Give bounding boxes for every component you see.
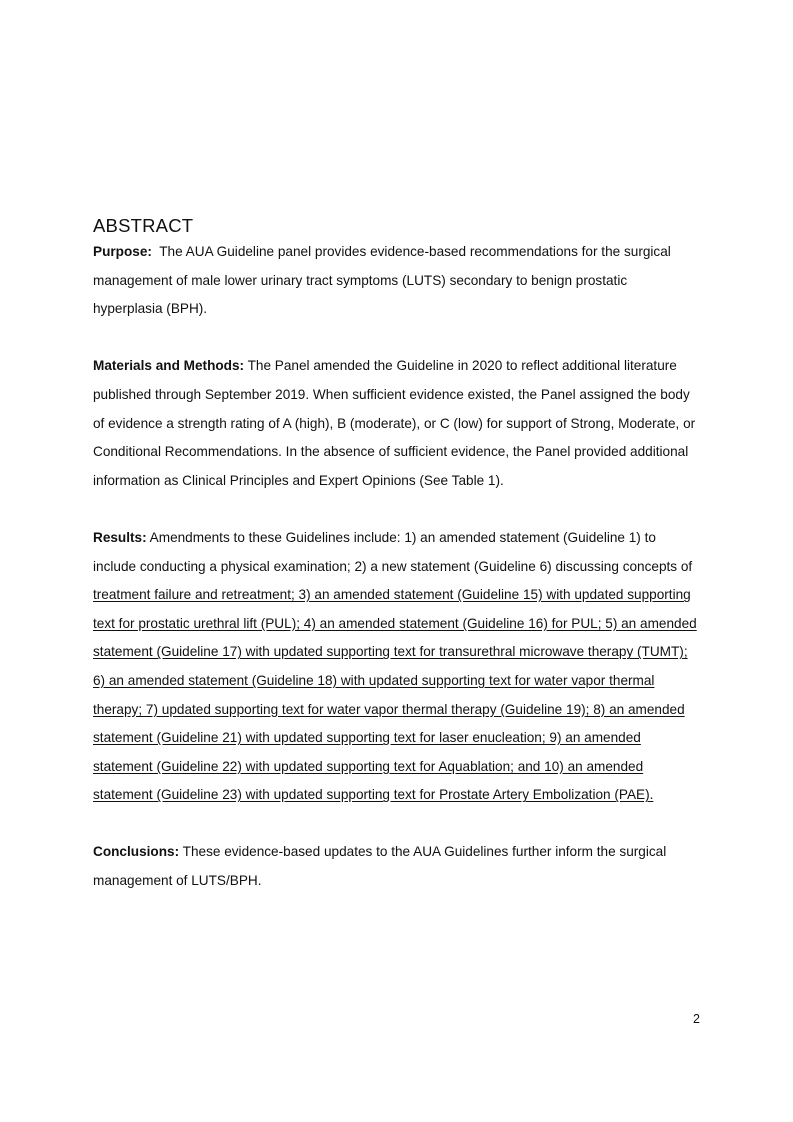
- purpose-label: Purpose:: [93, 244, 152, 259]
- conclusions-label: Conclusions:: [93, 844, 180, 860]
- methods-text: The Panel amended the Guideline in 2020 to reflect additional literature published through September 2019. When sufficient evidence existed, the Panel assigned the body of evidence a strength rating of A (high), B (moderate), or C (low) for support of Strong, Moderate, or Conditional Recommendations. In the absence of sufficient evidence, the Panel provided additional information as Clinical Principles and Expert Opinions (See Table 1).: [93, 358, 696, 488]
- purpose-paragraph: [93, 238, 699, 324]
- results-paragraph: [93, 524, 699, 810]
- abstract-heading: ABSTRACT: [93, 215, 194, 236]
- page-number: 2: [693, 1012, 700, 1026]
- results-underlined-text: treatment failure and retreatment; 3) an amended statement (Guideline 15) with updated supporting text for prostatic urethral lift (PUL); 4) an amended statement (Guideline 16) for PUL; 5) an amended statement (Guideline 17) with updated supporting text for transurethral microwave therapy (TUMT); 6) an amended statement (Guideline 18) with updated supporting text for water vapor thermal therapy; 7) updated supporting text for water vapor thermal therapy (Guideline 19); 8) an amended statement (Guideline 21) with updated supporting text for laser enucleation; 9) an amended statement (Guideline 22) with updated supporting text for Aquablation; and 10) an amended statement (Guideline 23) with updated supporting text for Prostate Artery Embolization (PAE).: [93, 587, 697, 803]
- abstract-section: [93, 214, 699, 896]
- conclusions-paragraph: [93, 838, 699, 895]
- results-text: Amendments to these Guidelines include: 1) an amended statement (Guideline 1) to include conducting a physical examination; 2) a new statement (Guideline 6) discussing concepts of: [93, 529, 693, 574]
- paragraph-spacer: [93, 324, 699, 353]
- results-label: Results:: [93, 529, 147, 545]
- paragraph-spacer: [93, 495, 699, 524]
- paragraph-spacer: [93, 810, 699, 839]
- conclusions-text: These evidence-based updates to the AUA Guidelines further inform the surgical management of LUTS/BPH.: [93, 844, 667, 889]
- purpose-text: The AUA Guideline panel provides evidence-based recommendations for the surgical management of male lower urinary tract symptoms (LUTS) secondary to benign prostatic hyperplasia (BPH).: [93, 244, 671, 317]
- methods-label: Materials and Methods:: [93, 358, 245, 374]
- methods-paragraph: [93, 352, 699, 495]
